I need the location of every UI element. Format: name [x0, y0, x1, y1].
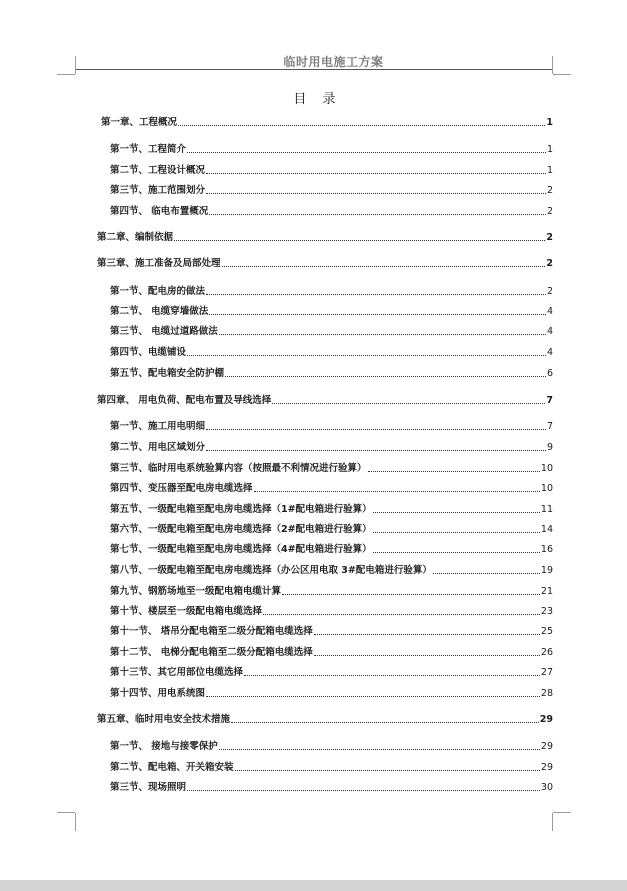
toc-entry-title: 第十二节、 电梯分配电箱至二级分配箱电缆选择: [110, 647, 313, 658]
toc-entry-title: 第三节、施工范围划分: [110, 185, 206, 196]
toc-entry-title: 第十四节、用电系统图: [110, 688, 206, 699]
toc-page-number: 28: [540, 688, 553, 699]
toc-leader-dots: [178, 125, 545, 126]
toc-page-number: 6: [546, 368, 553, 379]
toc-entry-title: 第六节、一级配电箱至配电房电缆选择（2#配电箱进行验算）: [110, 524, 372, 535]
toc-entry-title: 第一章、工程概况: [101, 117, 178, 128]
toc-page-number: 2: [546, 286, 553, 297]
toc-page-number: 1: [546, 165, 553, 176]
toc-section-entry[interactable]: [110, 646, 553, 659]
toc-leader-dots: [206, 193, 546, 194]
toc-page-number: 2: [546, 232, 553, 243]
toc-page-number: 14: [540, 524, 553, 535]
toc-section-entry[interactable]: [110, 585, 553, 598]
toc-title: 目 录: [293, 92, 342, 107]
toc-section-entry[interactable]: [110, 420, 553, 433]
toc-section-entry[interactable]: [110, 346, 553, 359]
toc-leader-dots: [187, 790, 540, 791]
toc-page-number: 29: [539, 714, 553, 725]
toc-leader-dots: [368, 471, 540, 472]
toc-entry-title: 第一节、配电房的做法: [110, 286, 206, 297]
toc-section-entry[interactable]: [110, 184, 553, 197]
toc-leader-dots: [174, 240, 545, 241]
toc-entry-title: 第二节、工程设计概况: [110, 165, 206, 176]
toc-section-entry[interactable]: [110, 543, 553, 556]
toc-leader-dots: [282, 594, 540, 595]
toc-leader-dots: [314, 634, 540, 635]
toc-entry-title: 第四节、 临电布置概况: [110, 206, 209, 217]
toc-entry-title: 第三章、施工准备及局部处理: [97, 258, 221, 269]
bottom-gray-strip: [0, 880, 627, 891]
toc-leader-dots: [209, 314, 546, 315]
toc-chapter-entry[interactable]: [97, 713, 553, 726]
toc-page-number: 2: [546, 206, 553, 217]
toc-leader-dots: [222, 266, 546, 267]
toc-section-entry[interactable]: [110, 367, 553, 380]
toc-leader-dots: [206, 450, 546, 451]
toc-page-number: 29: [540, 741, 553, 752]
toc-section-entry[interactable]: [110, 462, 553, 475]
toc-leader-dots: [263, 614, 540, 615]
toc-entry-title: 第九节、钢筋场地至一级配电箱电缆计算: [110, 586, 282, 597]
toc-entry-title: 第五节、一级配电箱至配电房电缆选择（1#配电箱进行验算）: [110, 504, 372, 515]
toc-section-entry[interactable]: [110, 605, 553, 618]
toc-page-number: 7: [546, 395, 553, 406]
toc-chapter-entry[interactable]: [97, 231, 553, 244]
toc-entry-title: 第二节、配电箱、开关箱安装: [110, 762, 234, 773]
toc-page-number: 25: [540, 626, 553, 637]
toc-leader-dots: [187, 152, 546, 153]
toc-page-number: 19: [540, 565, 553, 576]
toc-entry-title: 第一节、施工用电明细: [110, 421, 206, 432]
toc-section-entry[interactable]: [110, 164, 553, 177]
toc-page-number: 26: [540, 647, 553, 658]
toc-leader-dots: [231, 722, 539, 723]
toc-section-entry[interactable]: [110, 625, 553, 638]
toc-page-number: 27: [540, 667, 553, 678]
toc-page-number: 4: [546, 326, 553, 337]
toc-chapter-entry[interactable]: [97, 394, 553, 407]
toc-page-number: 11: [540, 504, 553, 515]
toc-entry-title: 第五节、配电箱安全防护棚: [110, 368, 225, 379]
toc-entry-title: 第十三节、其它用部位电缆选择: [110, 667, 244, 678]
toc-chapter-entry[interactable]: [101, 116, 553, 129]
toc-page-number: 2: [546, 185, 553, 196]
toc-entry-title: 第二节、用电区域划分: [110, 442, 206, 453]
toc-page-number: 2: [546, 258, 553, 269]
toc-entry-title: 第七节、一级配电箱至配电房电缆选择（4#配电箱进行验算）: [110, 544, 372, 555]
toc-leader-dots: [209, 214, 546, 215]
toc-section-entry[interactable]: [110, 523, 553, 536]
toc-leader-dots: [373, 552, 540, 553]
toc-entry-title: 第一节、工程简介: [110, 144, 187, 155]
toc-entry-title: 第四节、电缆铺设: [110, 347, 187, 358]
toc-section-entry[interactable]: [110, 482, 553, 495]
toc-leader-dots: [373, 532, 540, 533]
toc-page-number: 4: [546, 306, 553, 317]
toc-entry-title: 第五章、临时用电安全技术措施: [97, 714, 231, 725]
toc-page-number: 16: [540, 544, 553, 555]
toc-section-entry[interactable]: [110, 285, 553, 298]
toc-section-entry[interactable]: [110, 143, 553, 156]
page-header-title: 临时用电施工方案: [283, 55, 384, 69]
toc-entry-title: 第四节、变压器至配电房电缆选择: [110, 483, 253, 494]
toc-section-entry[interactable]: [110, 761, 553, 774]
toc-section-entry[interactable]: [110, 564, 553, 577]
toc-entry-title: 第十一节、 塔吊分配电箱至二级分配箱电缆选择: [110, 626, 313, 637]
toc-entry-title: 第十节、楼层至一级配电箱电缆选择: [110, 606, 263, 617]
toc-leader-dots: [373, 512, 540, 513]
toc-leader-dots: [187, 355, 546, 356]
toc-page-number: 9: [546, 442, 553, 453]
toc-entry-title: 第三节、现场照明: [110, 782, 187, 793]
toc-section-entry[interactable]: [110, 687, 553, 700]
toc-leader-dots: [254, 491, 540, 492]
toc-leader-dots: [244, 675, 540, 676]
toc-leader-dots: [219, 749, 540, 750]
toc-page-number: 23: [540, 606, 553, 617]
toc-entry-title: 第三节、临时用电系统验算内容（按照最不利情况进行验算）: [110, 463, 367, 474]
toc-page-number: 10: [540, 463, 553, 474]
toc-entry-title: 第三节、 电缆过道路做法: [110, 326, 218, 337]
toc-leader-dots: [206, 429, 546, 430]
toc-section-entry[interactable]: [110, 781, 553, 794]
toc-leader-dots: [433, 573, 540, 574]
toc-section-entry[interactable]: [110, 441, 553, 454]
toc-page-number: 1: [546, 117, 553, 128]
toc-section-entry[interactable]: [110, 740, 553, 753]
toc-entry-title: 第二节、 电缆穿墙做法: [110, 306, 209, 317]
toc-page-number: 7: [546, 421, 553, 432]
toc-leader-dots: [219, 334, 546, 335]
toc-page-number: 4: [546, 347, 553, 358]
toc-page-number: 21: [540, 586, 553, 597]
toc-entry-title: 第一节、 接地与接零保护: [110, 741, 218, 752]
toc-chapter-entry[interactable]: [97, 257, 553, 270]
toc-leader-dots: [314, 655, 540, 656]
toc-section-entry[interactable]: [110, 305, 553, 318]
toc-page-number: 30: [540, 782, 553, 793]
toc-entry-title: 第二章、编制依据: [97, 232, 174, 243]
toc-leader-dots: [206, 173, 546, 174]
toc-leader-dots: [235, 770, 540, 771]
toc-leader-dots: [206, 696, 540, 697]
toc-entry-title: 第四章、 用电负荷、配电布置及导线选择: [97, 395, 272, 406]
toc-section-entry[interactable]: [110, 503, 553, 516]
toc-section-entry[interactable]: [110, 205, 553, 218]
toc-entry-title: 第八节、一级配电箱至配电房电缆选择（办公区用电取 3#配电箱进行验算）: [110, 565, 432, 576]
toc-leader-dots: [272, 403, 545, 404]
toc-section-entry[interactable]: [110, 325, 553, 338]
toc-page-number: 1: [546, 144, 553, 155]
toc-page-number: 10: [540, 483, 553, 494]
toc-leader-dots: [206, 294, 546, 295]
toc-leader-dots: [225, 376, 546, 377]
toc-page-number: 29: [540, 762, 553, 773]
toc-section-entry[interactable]: [110, 666, 553, 679]
